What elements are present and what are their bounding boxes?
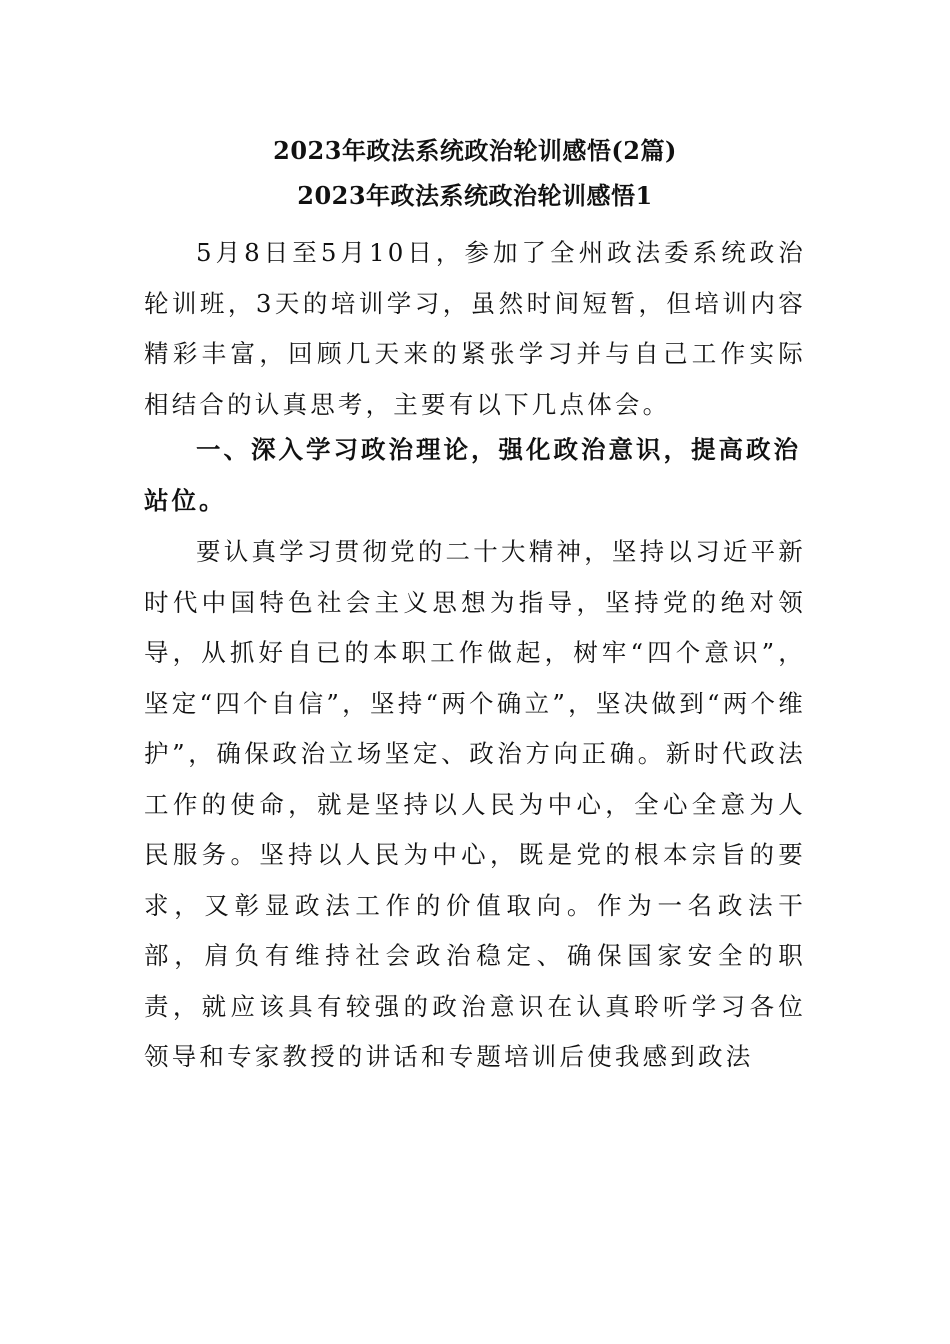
paragraph-intro: 5月8日至5月10日，参加了全州政法委系统政治轮训班，3天的培训学习，虽然时间短暂，但培训内容精彩丰富，回顾几天来的紧张学习并与自己工作实际相结合的认真思考，主要有以下几点体会。 xyxy=(144,238,806,419)
section-heading-1: 一、深入学习政治理论，强化政治意识，提高政治站位。 xyxy=(144,435,801,515)
document-subtitle: 2023年政法系统政治轮训感悟1 xyxy=(297,181,653,210)
document-title: 2023年政法系统政治轮训感悟(2篇) xyxy=(273,136,677,165)
paragraph-section-1: 要认真学习贯彻党的二十大精神，坚持以习近平新时代中国特色社会主义思想为指导，坚持党的绝对领导，从抓好自已的本职工作做起，树牢“四个意识”，坚定“四个自信”，坚持“两个确立”，坚决做到“两个维护”，确保政治立场坚定、政治方向正确。新时代政法工作的使命，就是坚持以人民为中心，全心全意为人民服务。坚持以人民为中心，既是党的根本宗旨的要求，又彰显政法工作的价值取向。作为一名政法干部，肩负有维持社会政治稳定、确保国家安全的职责，就应该具有较强的政治意识在认真聆听学习各位领导和专家教授的讲话和专题培训后使我感到政法 xyxy=(144,537,806,1071)
